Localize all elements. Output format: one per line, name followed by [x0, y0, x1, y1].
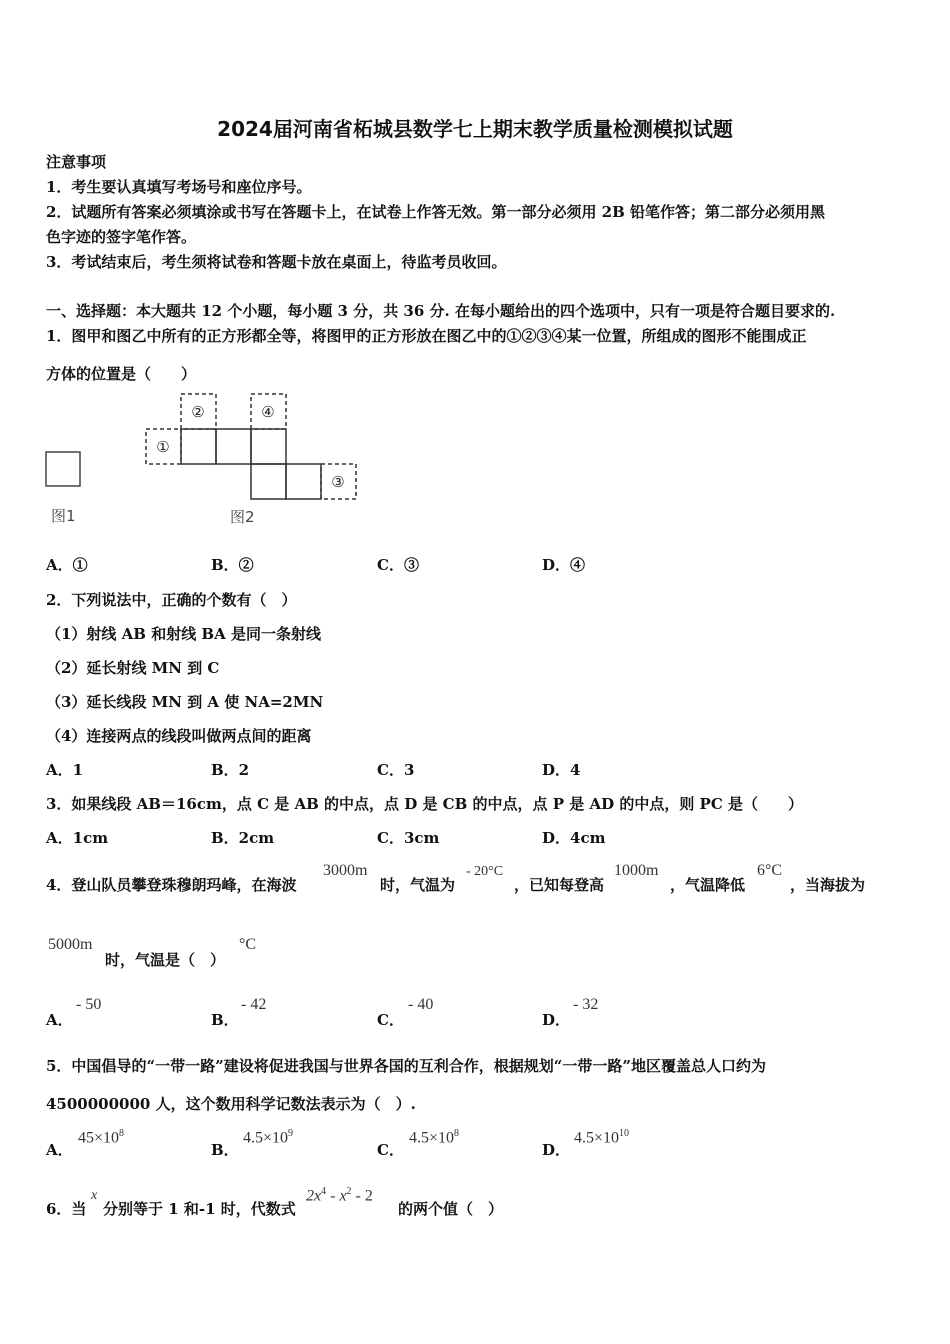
q5-option-d-exp: 10 [619, 1128, 630, 1139]
q5-option-c-base: 4.5×10 [409, 1129, 455, 1147]
q6-expr-exp1: 4 [321, 1186, 327, 1197]
q3-option-d[interactable]: D．4cm [542, 829, 606, 847]
q5-stem-line2: 4500000000 人，这个数用科学记数法表示为（ ）. [46, 1095, 416, 1113]
fig1-square [46, 452, 80, 486]
q4-option-c-value[interactable]: - 40 [408, 996, 434, 1013]
q3-option-a[interactable]: A．1cm [46, 829, 109, 847]
fig2-net [181, 429, 321, 499]
q5-option-c-value[interactable] [409, 1128, 459, 1147]
q2-option-b[interactable]: B．2 [211, 761, 250, 779]
q4-math-1000m: 1000m [614, 862, 659, 879]
fig2-pos1: ① [156, 438, 170, 456]
q6-expression [306, 1186, 373, 1205]
q5-option-d-value[interactable] [574, 1128, 629, 1147]
notice-item-1: 1．考生要认真填写考场号和座位序号。 [46, 178, 312, 196]
q2-item-1: （1）射线 AB 和射线 BA 是同一条射线 [46, 625, 321, 643]
q2-item-3: （3）延长线段 MN 到 A 使 NA=2MN [46, 693, 324, 711]
q3-option-c[interactable]: C．3cm [377, 829, 440, 847]
q5-stem-line1: 5．中国倡导的“一带一路”建设将促进我国与世界各国的互利合作，根据规划“一带一路”地区覆盖总人口约为 [46, 1057, 766, 1075]
q4-math-5000m: 5000m [48, 936, 93, 953]
q5-option-b-exp: 9 [288, 1128, 294, 1139]
q6-expr-term3: - 2 [351, 1187, 373, 1205]
q5-option-b-value[interactable] [243, 1128, 293, 1147]
q6-text-3: 的两个值（ ） [398, 1200, 504, 1218]
notice-item-2-cont: 色字迹的签字笔作答。 [46, 228, 197, 246]
q4-math-minus20c: - 20°C [466, 864, 504, 879]
notice-heading: 注意事项 [46, 153, 107, 171]
q4-option-a-value[interactable]: - 50 [76, 996, 102, 1013]
q2-option-a[interactable]: A．1 [46, 761, 84, 779]
q5-option-c-exp: 8 [454, 1128, 460, 1139]
notice-item-2: 2．试题所有答案必须填涂或书写在答题卡上，在试卷上作答无效。第一部分必须用 2B 铅笔作答；第二部分必须用黑 [46, 203, 826, 221]
fig2-pos4: ④ [261, 403, 275, 421]
q5-option-b-base: 4.5×10 [243, 1129, 289, 1147]
q5-option-a-value[interactable] [78, 1128, 124, 1147]
q5-option-d-base: 4.5×10 [574, 1129, 620, 1147]
q2-item-4: （4）连接两点的线段叫做两点间的距离 [46, 727, 312, 745]
q1-option-c[interactable]: C．③ [377, 556, 419, 574]
fig2-pos2: ② [191, 403, 205, 421]
q6-text-1: 6．当 [46, 1200, 87, 1218]
q4-text-6: 时，气温是（ ） [105, 951, 226, 969]
q4-option-b-letter[interactable]: B． [211, 1011, 239, 1029]
q6-expr-term1: 2x [306, 1187, 322, 1205]
q6-text-2: 分别等于 1 和-1 时，代数式 [103, 1200, 296, 1218]
q4-option-d-letter[interactable]: D． [542, 1011, 571, 1029]
q5-option-c-letter[interactable]: C． [377, 1141, 404, 1159]
q3-option-b[interactable]: B．2cm [211, 829, 275, 847]
q5-option-b-letter[interactable]: B． [211, 1141, 239, 1159]
q5-option-a-base: 45×10 [78, 1129, 120, 1147]
q3-stem: 3．如果线段 AB＝16cm，点 C 是 AB 的中点，点 D 是 CB 的中点，点 P 是 AD 的中点，则 PC 是（ ） [46, 795, 803, 813]
q1-option-a[interactable]: A．① [46, 556, 88, 574]
q6-expr-exp2: 2 [346, 1186, 352, 1197]
q5-option-d-letter[interactable]: D． [542, 1141, 571, 1159]
q1-stem-line1: 1．图甲和图乙中所有的正方形都全等，将图甲的正方形放在图乙中的①②③④某一位置，所组成的图形不能围成正 [46, 327, 807, 345]
q6-expr-term2: - x [326, 1187, 347, 1205]
q4-option-b-value[interactable]: - 42 [241, 996, 267, 1013]
fig2-pos3: ③ [331, 473, 345, 491]
q2-option-d[interactable]: D．4 [542, 761, 581, 779]
q4-option-d-value[interactable]: - 32 [573, 996, 599, 1013]
q4-option-a-letter[interactable]: A． [46, 1011, 73, 1029]
q1-figure [40, 392, 370, 532]
q2-option-c[interactable]: C．3 [377, 761, 415, 779]
q4-text-5: ，当海拔为 [790, 876, 866, 894]
q2-stem: 2．下列说法中，正确的个数有（ ） [46, 591, 297, 609]
notice-item-3: 3．考试结束后，考生须将试卷和答题卡放在桌面上，待监考员收回。 [46, 253, 507, 271]
page-title: 2024届河南省柘城县数学七上期末教学质量检测模拟试题 [217, 117, 733, 141]
q4-math-3000m: 3000m [323, 862, 368, 879]
q1-stem-line2: 方体的位置是（ ） [46, 365, 197, 383]
q6-var-x: x [91, 1188, 98, 1203]
q4-text-1: 4．登山队员攀登珠穆朗玛峰，在海波 [46, 876, 297, 894]
q4-math-6c: 6°C [757, 862, 783, 879]
fig1-label: 图1 [51, 507, 76, 525]
q4-text-3: ，已知每登高 [514, 876, 605, 894]
q2-item-2: （2）延长射线 MN 到 C [46, 659, 220, 677]
fig2-label: 图2 [230, 508, 255, 526]
q5-option-a-exp: 8 [119, 1128, 125, 1139]
q4-text-2: 时，气温为 [380, 876, 456, 894]
section-heading: 一、选择题：本大题共 12 个小题，每小题 3 分，共 36 分. 在每小题给出的四个选项中，只有一项是符合题目要求的. [46, 302, 836, 320]
q5-option-a-letter[interactable]: A． [46, 1141, 73, 1159]
q4-option-c-letter[interactable]: C． [377, 1011, 404, 1029]
q4-math-unit: °C [239, 936, 257, 953]
q1-option-d[interactable]: D．④ [542, 556, 586, 574]
q4-text-4: ，气温降低 [670, 876, 746, 894]
q1-option-b[interactable]: B．② [211, 556, 254, 574]
